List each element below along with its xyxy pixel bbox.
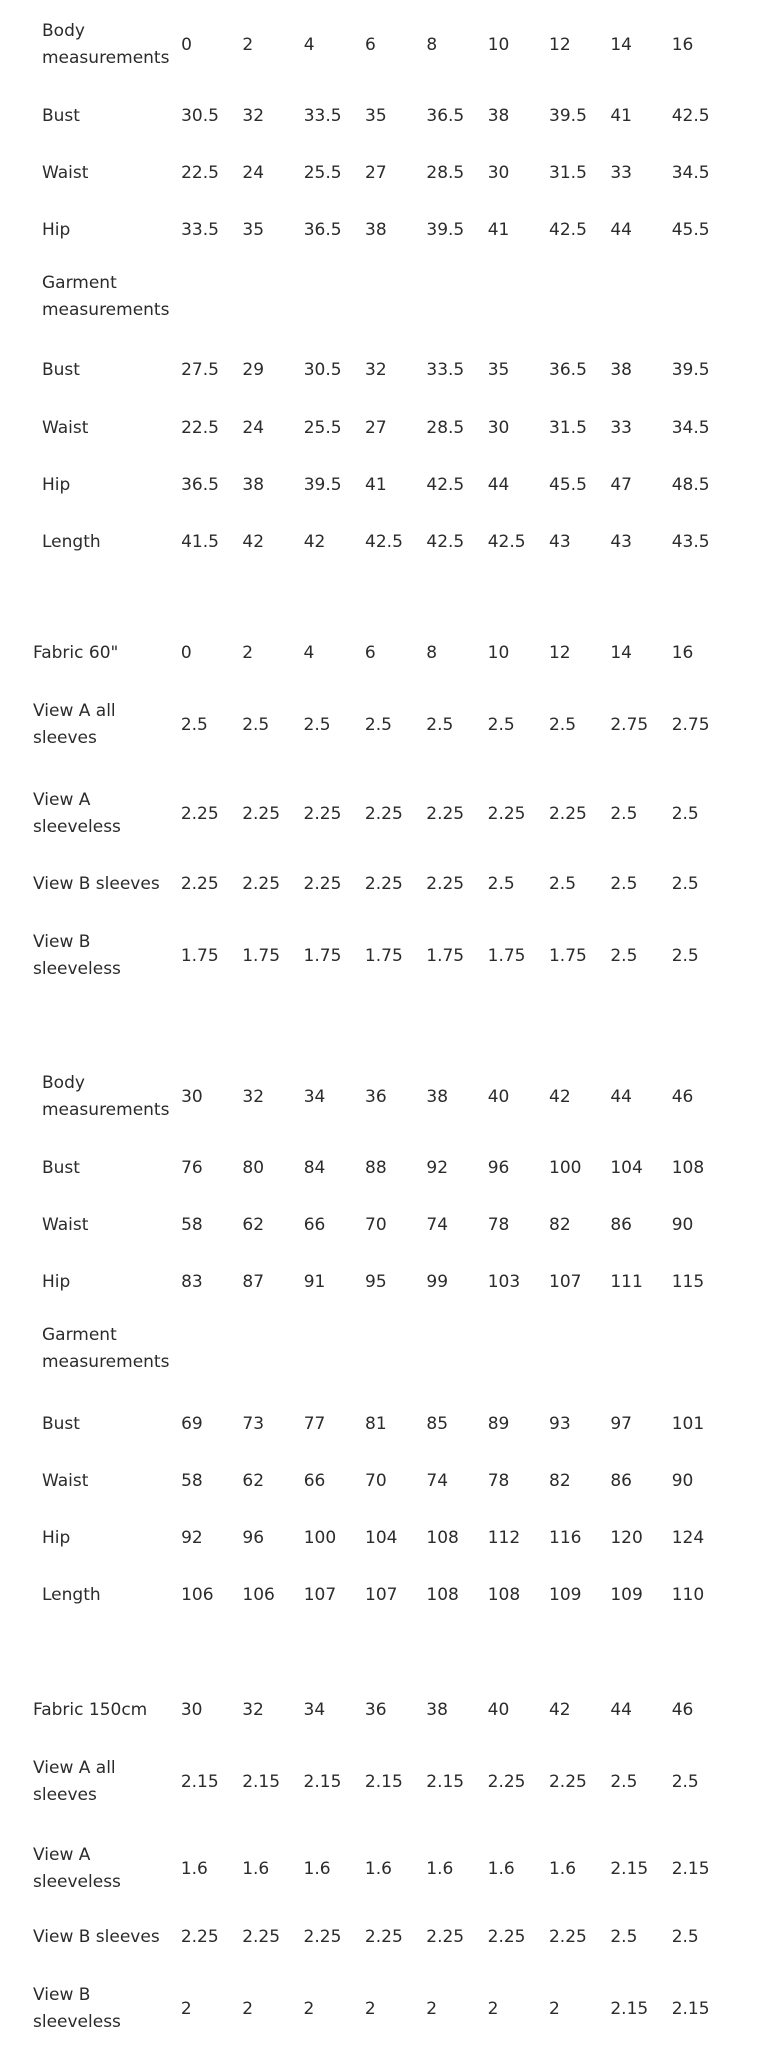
table-cell: 2 <box>548 1998 560 2019</box>
table-cell: 2.15 <box>671 1998 710 2019</box>
table-cell: 48.5 <box>671 474 710 495</box>
table-cell: 35 <box>487 359 510 380</box>
table-cell: 2.5 <box>610 1926 638 1947</box>
table-cell: 2.5 <box>303 714 331 735</box>
table-cell: 12 <box>549 34 571 55</box>
table-cell: 30 <box>181 1086 203 1107</box>
table-cell: 2.25 <box>487 1771 526 1792</box>
table-row <box>33 1411 733 1438</box>
row-label: Hip <box>42 1271 71 1292</box>
table-row <box>33 1269 733 1296</box>
table-row <box>33 18 733 72</box>
row-label: Length <box>42 1584 101 1605</box>
row-label: Bust <box>42 359 80 380</box>
table-cell: 1.6 <box>242 1858 270 1879</box>
table-row <box>33 1755 733 1809</box>
table-cell: 2.75 <box>610 714 649 735</box>
table-cell: 2 <box>364 1998 376 2019</box>
table-cell: 43 <box>549 531 571 552</box>
table-cell: 78 <box>487 1214 510 1235</box>
table-cell: 2.5 <box>610 945 638 966</box>
table-cell: 41 <box>610 105 632 126</box>
table-cell: 33 <box>610 417 632 438</box>
row-label: Hip <box>42 1527 71 1548</box>
table-cell: 28.5 <box>426 162 465 183</box>
row-label: Body measurements <box>42 1073 170 1120</box>
table-cell: 42.5 <box>487 531 526 552</box>
table-row <box>33 270 733 324</box>
table-cell: 42 <box>242 531 265 552</box>
table-cell: 2.25 <box>364 1926 403 1947</box>
table-cell: 16 <box>671 642 694 663</box>
table-cell: 109 <box>549 1584 582 1605</box>
table-cell: 27 <box>365 417 387 438</box>
table-cell: 2.15 <box>610 1998 649 2019</box>
table-cell: 31.5 <box>549 162 587 183</box>
table-cell: 115 <box>671 1271 705 1292</box>
table-cell: 100 <box>303 1527 337 1548</box>
table-cell: 12 <box>548 642 571 663</box>
table-cell: 2.5 <box>242 714 270 735</box>
table-cell: 1.75 <box>426 945 465 966</box>
table-cell: 1.75 <box>548 945 587 966</box>
table-cell: 32 <box>242 1086 265 1107</box>
table-cell: 1.75 <box>303 945 342 966</box>
table-cell: 2.5 <box>426 714 454 735</box>
table-cell: 2.25 <box>364 873 403 894</box>
table-cell: 1.6 <box>548 1858 577 1879</box>
table-cell: 99 <box>426 1271 449 1292</box>
table-cell: 66 <box>303 1214 326 1235</box>
table-cell: 32 <box>242 1699 264 1720</box>
table-cell: 40 <box>487 1086 510 1107</box>
table-cell: 1.6 <box>180 1858 208 1879</box>
table-cell: 2.5 <box>487 873 515 894</box>
table-cell: 101 <box>671 1413 705 1434</box>
table-cell: 42 <box>548 1699 571 1720</box>
table-cell: 80 <box>242 1157 265 1178</box>
table-cell: 42.5 <box>365 531 403 552</box>
table-row <box>33 529 733 556</box>
table-cell: 42.5 <box>671 105 710 126</box>
table-cell: 2 <box>487 1998 499 2019</box>
table-cell: 2 <box>242 642 254 663</box>
table-cell: 39.5 <box>671 359 710 380</box>
table-cell: 2 <box>180 1998 192 2019</box>
table-cell: 97 <box>610 1413 632 1434</box>
table-row <box>33 1982 733 2036</box>
table-cell: 2.15 <box>303 1771 342 1792</box>
table-cell: 91 <box>303 1271 326 1292</box>
table-cell: 38 <box>365 219 387 240</box>
table-cell: 2.15 <box>426 1771 465 1792</box>
table-cell: 2.25 <box>303 803 342 824</box>
table-cell: 29 <box>242 359 265 380</box>
table-cell: 2.25 <box>548 803 587 824</box>
table-cell: 78 <box>487 1470 510 1491</box>
row-label: View A all sleeves <box>33 701 116 748</box>
table-cell: 14 <box>610 642 632 663</box>
table-cell: 2.5 <box>487 714 515 735</box>
table-cell: 107 <box>303 1584 337 1605</box>
row-label: Waist <box>42 417 89 438</box>
table-cell: 47 <box>610 474 632 495</box>
table-cell: 33.5 <box>303 105 342 126</box>
table-cell: 42 <box>549 1086 571 1107</box>
table-cell: 2.15 <box>180 1771 219 1792</box>
table-cell: 2.25 <box>242 803 281 824</box>
table-cell: 77 <box>303 1413 326 1434</box>
table-cell: 1.75 <box>364 945 403 966</box>
table-cell: 108 <box>426 1584 459 1605</box>
table-cell: 27 <box>365 162 387 183</box>
table-cell: 93 <box>549 1413 571 1434</box>
row-label: Hip <box>42 219 71 240</box>
table-row <box>33 472 733 499</box>
table-row <box>33 1697 733 1724</box>
table-cell: 44 <box>610 1699 632 1720</box>
table-cell: 10 <box>487 642 510 663</box>
table-row <box>33 357 733 384</box>
table-cell: 2.25 <box>487 1926 526 1947</box>
row-label: View A sleeveless <box>33 790 121 837</box>
row-label: Bust <box>42 1157 80 1178</box>
table-cell: 44 <box>610 219 632 240</box>
table-cell: 24 <box>242 417 265 438</box>
row-label: Length <box>42 531 101 552</box>
table-cell: 38 <box>610 359 632 380</box>
table-cell: 39.5 <box>303 474 342 495</box>
table-row <box>33 1525 733 1552</box>
table-cell: 2.5 <box>548 873 577 894</box>
table-cell: 2.25 <box>303 1926 342 1947</box>
table-cell: 38 <box>426 1086 449 1107</box>
table-cell: 82 <box>549 1470 571 1491</box>
table-cell: 44 <box>610 1086 632 1107</box>
row-label: Garment measurements <box>42 1325 170 1372</box>
table-cell: 92 <box>181 1527 203 1548</box>
table-cell: 1.75 <box>487 945 526 966</box>
table-cell: 36.5 <box>426 105 465 126</box>
table-cell: 2.25 <box>303 873 342 894</box>
table-cell: 45.5 <box>671 219 710 240</box>
table-row <box>33 1842 733 1896</box>
table-cell: 2.5 <box>610 1771 638 1792</box>
table-cell: 1.75 <box>242 945 281 966</box>
table-cell: 30 <box>487 417 510 438</box>
table-cell: 36 <box>365 1086 387 1107</box>
table-cell: 74 <box>426 1470 449 1491</box>
table-cell: 2.5 <box>671 945 699 966</box>
table-cell: 39.5 <box>549 105 587 126</box>
table-cell: 33.5 <box>181 219 219 240</box>
table-cell: 42.5 <box>426 474 465 495</box>
table-cell: 84 <box>303 1157 326 1178</box>
table-cell: 2.25 <box>487 803 526 824</box>
table-cell: 2.25 <box>364 803 403 824</box>
table-cell: 2.15 <box>610 1858 649 1879</box>
table-cell: 36.5 <box>549 359 587 380</box>
table-cell: 90 <box>671 1470 694 1491</box>
table-cell: 124 <box>671 1527 705 1548</box>
table-cell: 2 <box>242 34 254 55</box>
table-cell: 2.25 <box>180 803 219 824</box>
table-cell: 4 <box>303 34 315 55</box>
table-cell: 42.5 <box>549 219 587 240</box>
table-cell: 42.5 <box>426 531 465 552</box>
table-row <box>33 1322 733 1376</box>
row-label: Fabric 150cm <box>33 1699 148 1720</box>
table-row <box>33 1212 733 1239</box>
table-cell: 103 <box>487 1271 521 1292</box>
table-cell: 1.75 <box>180 945 219 966</box>
table-cell: 35 <box>365 105 387 126</box>
table-cell: 82 <box>549 1214 571 1235</box>
table-cell: 46 <box>671 1699 694 1720</box>
table-cell: 70 <box>365 1470 387 1491</box>
table-cell: 107 <box>549 1271 582 1292</box>
table-cell: 30.5 <box>303 359 342 380</box>
table-cell: 8 <box>426 34 438 55</box>
table-row <box>33 787 733 841</box>
table-row <box>33 929 733 983</box>
table-cell: 24 <box>242 162 265 183</box>
table-cell: 0 <box>180 642 192 663</box>
table-cell: 2.5 <box>671 1771 699 1792</box>
table-cell: 90 <box>671 1214 694 1235</box>
table-cell: 88 <box>365 1157 387 1178</box>
row-label: View B sleeveless <box>33 932 121 979</box>
table-row <box>33 640 733 667</box>
table-cell: 2.25 <box>426 873 465 894</box>
table-cell: 38 <box>487 105 510 126</box>
table-cell: 43 <box>610 531 632 552</box>
table-cell: 58 <box>181 1470 203 1491</box>
table-cell: 2.5 <box>671 803 699 824</box>
table-cell: 116 <box>549 1527 582 1548</box>
table-cell: 100 <box>549 1157 582 1178</box>
table-cell: 34 <box>303 1086 326 1107</box>
table-cell: 33 <box>610 162 632 183</box>
table-cell: 81 <box>365 1413 387 1434</box>
table-cell: 108 <box>487 1584 521 1605</box>
table-cell: 30 <box>180 1699 203 1720</box>
table-cell: 2.25 <box>242 1926 281 1947</box>
table-cell: 112 <box>487 1527 521 1548</box>
table-cell: 2.25 <box>548 1926 587 1947</box>
table-cell: 14 <box>610 34 632 55</box>
table-cell: 66 <box>303 1470 326 1491</box>
table-cell: 2.25 <box>548 1771 587 1792</box>
table-cell: 2.5 <box>364 714 392 735</box>
table-cell: 25.5 <box>303 162 342 183</box>
table-cell: 10 <box>487 34 510 55</box>
table-cell: 2.15 <box>242 1771 281 1792</box>
table-cell: 34.5 <box>671 417 710 438</box>
row-label: Waist <box>42 1214 89 1235</box>
table-cell: 30.5 <box>181 105 219 126</box>
table-cell: 43.5 <box>671 531 710 552</box>
table-cell: 34.5 <box>671 162 710 183</box>
table-cell: 86 <box>610 1470 632 1491</box>
table-cell: 0 <box>181 34 192 55</box>
table-cell: 22.5 <box>181 417 219 438</box>
table-cell: 28.5 <box>426 417 465 438</box>
table-cell: 41.5 <box>181 531 219 552</box>
table-cell: 8 <box>426 642 438 663</box>
table-cell: 96 <box>242 1527 265 1548</box>
table-cell: 83 <box>181 1271 203 1292</box>
row-label: Garment measurements <box>42 273 170 320</box>
table-cell: 1.6 <box>487 1858 515 1879</box>
row-label: View B sleeves <box>33 1926 160 1947</box>
row-label: Fabric 60" <box>33 642 119 663</box>
table-cell: 36.5 <box>303 219 342 240</box>
table-cell: 2.15 <box>671 1858 710 1879</box>
table-cell: 36 <box>364 1699 387 1720</box>
table-cell: 16 <box>671 34 694 55</box>
table-row <box>33 1582 733 1609</box>
row-label: Body measurements <box>42 21 170 68</box>
row-label: Waist <box>42 1470 89 1491</box>
table-cell: 58 <box>181 1214 203 1235</box>
table-cell: 22.5 <box>181 162 219 183</box>
table-cell: 89 <box>487 1413 510 1434</box>
table-cell: 70 <box>365 1214 387 1235</box>
table-cell: 110 <box>671 1584 705 1605</box>
table-cell: 2.25 <box>242 873 281 894</box>
table-row <box>33 160 733 187</box>
table-cell: 106 <box>181 1584 214 1605</box>
table-cell: 6 <box>365 34 376 55</box>
table-row <box>33 871 733 898</box>
table-cell: 86 <box>610 1214 632 1235</box>
table-cell: 2.5 <box>610 873 638 894</box>
table-cell: 95 <box>365 1271 387 1292</box>
table-cell: 2.5 <box>671 873 699 894</box>
table-row <box>33 1924 733 1951</box>
row-label: Waist <box>42 162 89 183</box>
table-row <box>33 103 733 130</box>
table-cell: 2.5 <box>610 803 638 824</box>
table-cell: 2.25 <box>180 873 219 894</box>
table-cell: 106 <box>242 1584 275 1605</box>
row-label: View B sleeveless <box>33 1985 121 2032</box>
table-cell: 2.15 <box>364 1771 403 1792</box>
table-cell: 73 <box>242 1413 265 1434</box>
table-cell: 41 <box>365 474 387 495</box>
table-cell: 35 <box>242 219 265 240</box>
table-cell: 30 <box>487 162 510 183</box>
table-cell: 92 <box>426 1157 449 1178</box>
table-cell: 45.5 <box>549 474 587 495</box>
row-label: Hip <box>42 474 71 495</box>
table-cell: 41 <box>487 219 510 240</box>
table-cell: 33.5 <box>426 359 465 380</box>
table-cell: 34 <box>303 1699 326 1720</box>
table-cell: 4 <box>303 642 315 663</box>
table-cell: 74 <box>426 1214 449 1235</box>
table-cell: 27.5 <box>181 359 219 380</box>
table-row <box>33 217 733 244</box>
table-cell: 87 <box>242 1271 265 1292</box>
table-cell: 107 <box>365 1584 398 1605</box>
table-row <box>33 1070 733 1124</box>
row-label: View B sleeves <box>33 873 160 894</box>
table-cell: 62 <box>242 1214 265 1235</box>
table-cell: 2 <box>303 1998 315 2019</box>
table-cell: 2.5 <box>671 1926 699 1947</box>
table-cell: 2.25 <box>426 1926 465 1947</box>
table-cell: 109 <box>610 1584 643 1605</box>
table-cell: 2.25 <box>426 803 465 824</box>
row-label: Bust <box>42 105 80 126</box>
table-cell: 1.6 <box>364 1858 392 1879</box>
table-cell: 104 <box>610 1157 643 1178</box>
table-cell: 69 <box>181 1413 203 1434</box>
table-cell: 1.6 <box>426 1858 454 1879</box>
table-cell: 96 <box>487 1157 510 1178</box>
table-cell: 25.5 <box>303 417 342 438</box>
table-cell: 76 <box>181 1157 203 1178</box>
table-cell: 42 <box>303 531 326 552</box>
table-cell: 36.5 <box>181 474 219 495</box>
table-row <box>33 1155 733 1182</box>
table-cell: 31.5 <box>549 417 587 438</box>
table-cell: 62 <box>242 1470 265 1491</box>
table-cell: 1.6 <box>303 1858 331 1879</box>
table-cell: 44 <box>487 474 510 495</box>
row-label: Bust <box>42 1413 80 1434</box>
table-cell: 2 <box>426 1998 438 2019</box>
table-cell: 2 <box>242 1998 254 2019</box>
table-cell: 85 <box>426 1413 449 1434</box>
table-cell: 2.5 <box>548 714 577 735</box>
table-row <box>33 698 733 752</box>
table-cell: 32 <box>365 359 387 380</box>
table-cell: 104 <box>365 1527 398 1548</box>
table-cell: 38 <box>426 1699 448 1720</box>
table-cell: 38 <box>242 474 265 495</box>
table-cell: 120 <box>610 1527 643 1548</box>
table-cell: 40 <box>487 1699 510 1720</box>
table-row <box>33 415 733 442</box>
table-cell: 108 <box>671 1157 705 1178</box>
table-cell: 2.75 <box>671 714 710 735</box>
table-cell: 2.5 <box>180 714 208 735</box>
table-cell: 39.5 <box>426 219 465 240</box>
row-label: View A sleeveless <box>33 1845 121 1892</box>
table-cell: 6 <box>364 642 376 663</box>
table-row <box>33 1468 733 1495</box>
table-cell: 111 <box>610 1271 643 1292</box>
table-cell: 32 <box>242 105 265 126</box>
table-cell: 108 <box>426 1527 459 1548</box>
table-cell: 46 <box>671 1086 694 1107</box>
table-cell: 2.25 <box>180 1926 219 1947</box>
row-label: View A all sleeves <box>33 1758 116 1805</box>
